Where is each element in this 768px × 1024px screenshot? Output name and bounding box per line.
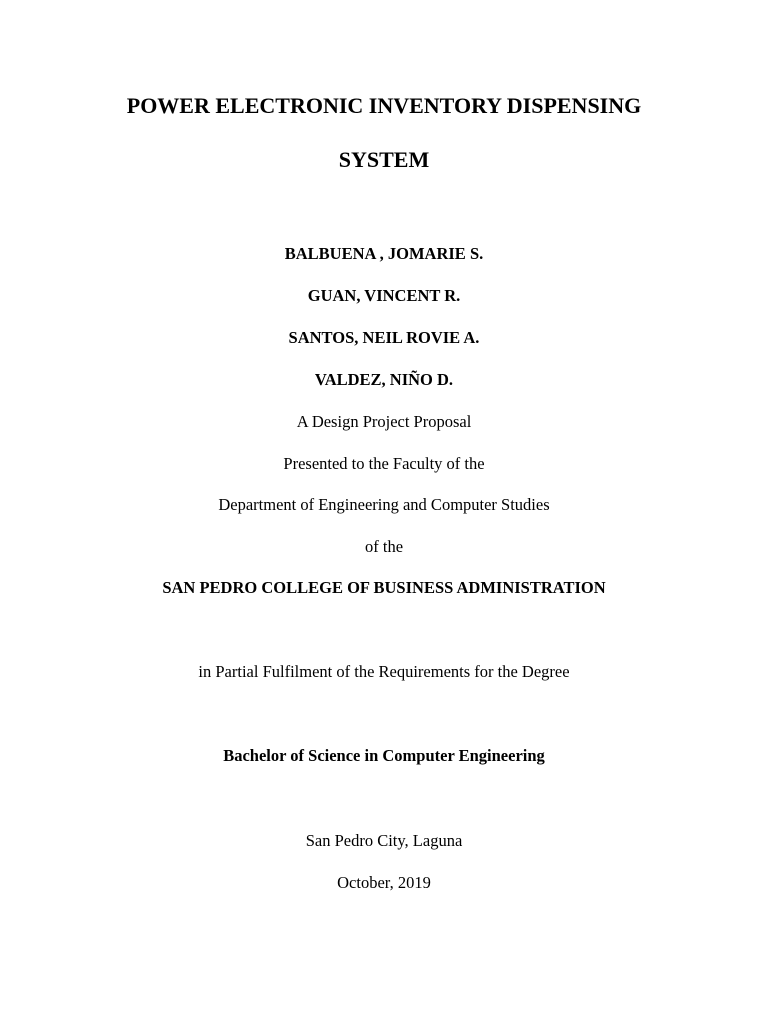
date: October, 2019 xyxy=(337,873,431,892)
proposal-line-2: Presented to the Faculty of the xyxy=(283,454,485,473)
fulfilment-statement: in Partial Fulfilment of the Requirements for the Degree xyxy=(198,662,570,681)
author-4: VALDEZ, NIÑO D. xyxy=(314,370,454,389)
title-line-2: SYSTEM xyxy=(338,147,430,172)
author-2: GUAN, VINCENT R. xyxy=(307,286,461,305)
title-line-1: POWER ELECTRONIC INVENTORY DISPENSING xyxy=(126,93,642,118)
degree-name: Bachelor of Science in Computer Engineering xyxy=(223,746,545,765)
proposal-line-3: Department of Engineering and Computer Studies xyxy=(218,495,550,514)
proposal-line-4: of the xyxy=(364,537,404,556)
institution-name: SAN PEDRO COLLEGE OF BUSINESS ADMINISTRATION xyxy=(162,578,606,597)
author-3: SANTOS, NEIL ROVIE A. xyxy=(288,328,480,347)
location: San Pedro City, Laguna xyxy=(305,831,463,850)
proposal-line-1: A Design Project Proposal xyxy=(296,412,472,431)
author-1: BALBUENA , JOMARIE S. xyxy=(284,244,484,263)
